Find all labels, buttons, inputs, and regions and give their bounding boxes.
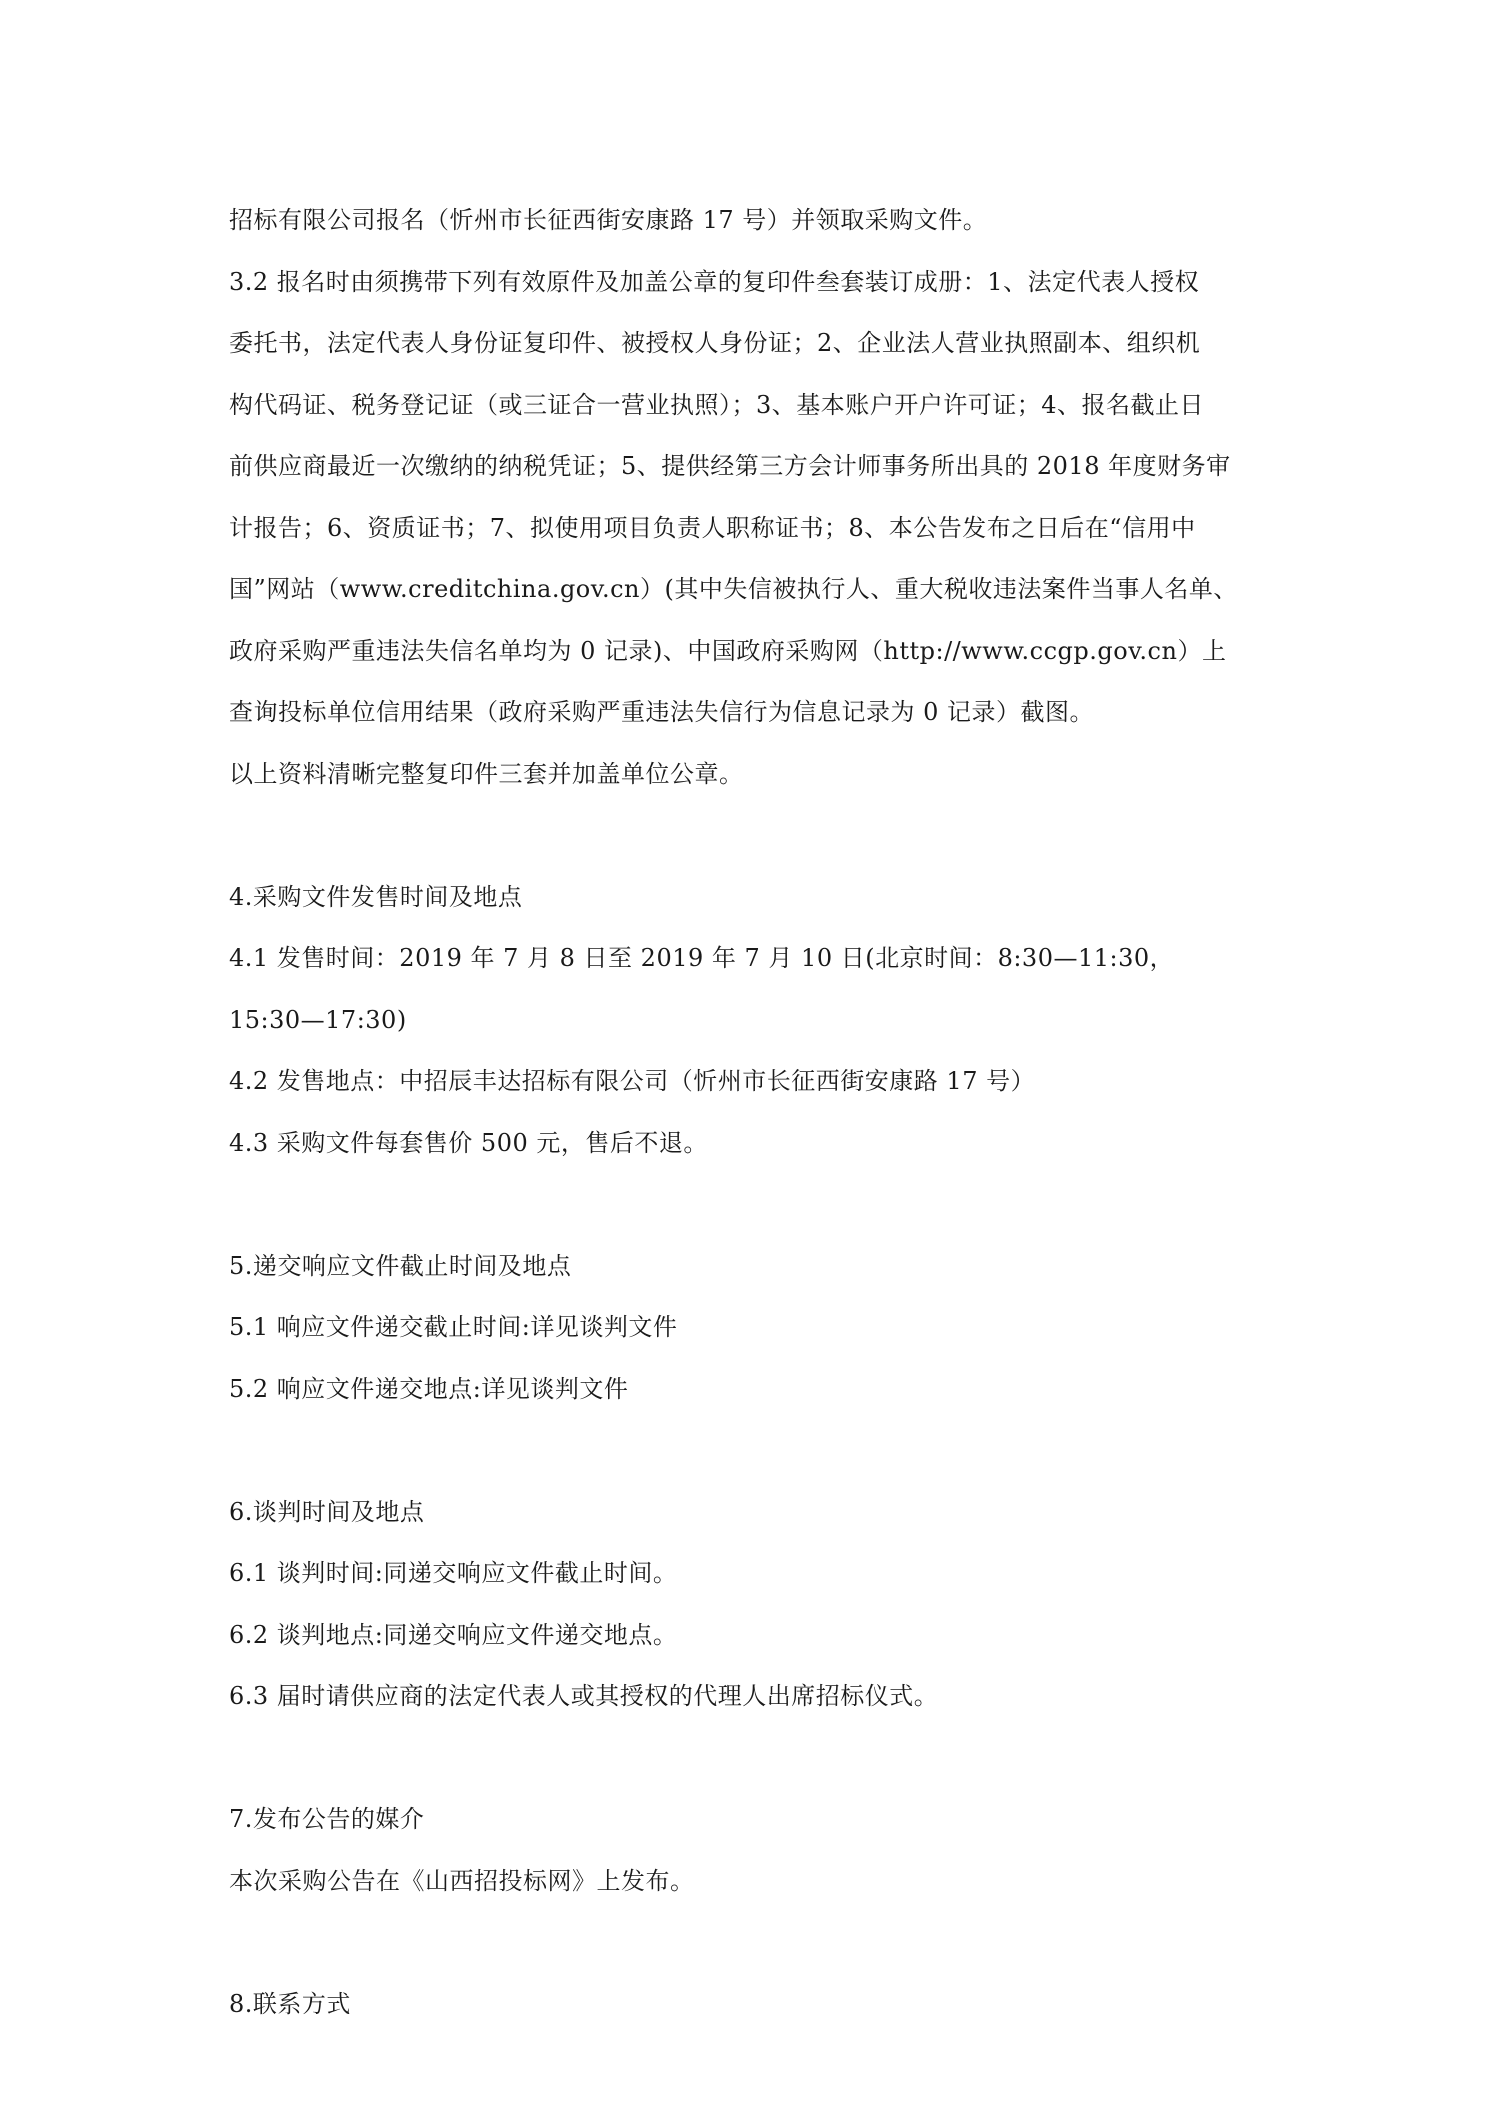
spacer xyxy=(229,805,1269,867)
section-5 xyxy=(229,1236,1269,1421)
publication-media-text: 本次采购公告在《山西招投标网》上发布。 xyxy=(229,1866,695,1895)
negotiation-time: 6.1 谈判时间:同递交响应文件截止时间。 xyxy=(229,1559,678,1587)
section-3-2 xyxy=(229,252,1269,744)
spacer xyxy=(229,1728,1269,1790)
sale-place: 4.2 发售地点：中招辰丰达招标有限公司（忻州市长征西街安康路 17 号） xyxy=(229,1067,1036,1095)
section-3-2-line: 计报告；6、资质证书；7、拟使用项目负责人职称证书；8、本公告发布之日后在“信用中 xyxy=(229,513,1196,542)
section-3-2-line: 查询投标单位信用结果（政府采购严重违法失信行为信息记录为 0 记录）截图。 xyxy=(229,698,1095,726)
section-4 xyxy=(229,867,1269,1175)
negotiation-place: 6.2 谈判地点:同递交响应文件递交地点。 xyxy=(229,1620,678,1649)
attendance-note: 6.3 届时请供应商的法定代表人或其授权的代理人出席招标仪式。 xyxy=(229,1682,939,1710)
section-3-2-line: 国”网站（www.creditchina.gov.cn）(其中失信被执行人、重大税收违法案件当事人名单、 xyxy=(229,575,1238,603)
section-3-2-line: 3.2 报名时由须携带下列有效原件及加盖公章的复印件叁套装订成册：1、法定代表人授权 xyxy=(229,267,1200,296)
spacer xyxy=(229,1912,1269,1974)
section-8 xyxy=(229,1974,1269,2036)
section-3-2-line: 前供应商最近一次缴纳的纳税凭证；5、提供经第三方会计师事务所出具的 2018 年度财务审 xyxy=(229,452,1231,480)
intro-line: 招标有限公司报名（忻州市长征西街安康路 17 号）并领取采购文件。 xyxy=(229,206,988,234)
sale-time-line-continued: 15:30—17:30) xyxy=(229,1005,407,1034)
spacer xyxy=(229,1174,1269,1236)
submission-place: 5.2 响应文件递交地点:详见谈判文件 xyxy=(229,1374,629,1403)
section-7-heading: 7.发布公告的媒介 xyxy=(229,1805,425,1833)
section-6 xyxy=(229,1482,1269,1728)
section-4-heading: 4.采购文件发售时间及地点 xyxy=(229,882,523,911)
document-body xyxy=(229,190,1269,2035)
submission-deadline: 5.1 响应文件递交截止时间:详见谈判文件 xyxy=(229,1313,678,1341)
spacer xyxy=(229,1420,1269,1482)
section-5-heading: 5.递交响应文件截止时间及地点 xyxy=(229,1251,572,1280)
materials-note: 以上资料清晰完整复印件三套并加盖单位公章。 xyxy=(229,759,744,788)
sale-time-line: 4.1 发售时间：2019 年 7 月 8 日至 2019 年 7 月 10 日(北京时间：8:30—11:30， xyxy=(229,944,1175,972)
section-3-2-line: 委托书，法定代表人身份证复印件、被授权人身份证；2、企业法人营业执照副本、组织机 xyxy=(229,329,1201,357)
section-6-heading: 6.谈判时间及地点 xyxy=(229,1497,425,1526)
section-3-2-line: 政府采购严重违法失信名单均为 0 记录)、中国政府采购网（http://www.ccgp.gov.cn）上 xyxy=(229,636,1227,665)
section-8-heading: 8.联系方式 xyxy=(229,1989,351,2018)
section-3-2-line: 构代码证、税务登记证（或三证合一营业执照）；3、基本账户开户许可证；4、报名截止日 xyxy=(229,390,1205,419)
document-price: 4.3 采购文件每套售价 500 元，售后不退。 xyxy=(229,1128,708,1157)
section-7 xyxy=(229,1789,1269,1912)
